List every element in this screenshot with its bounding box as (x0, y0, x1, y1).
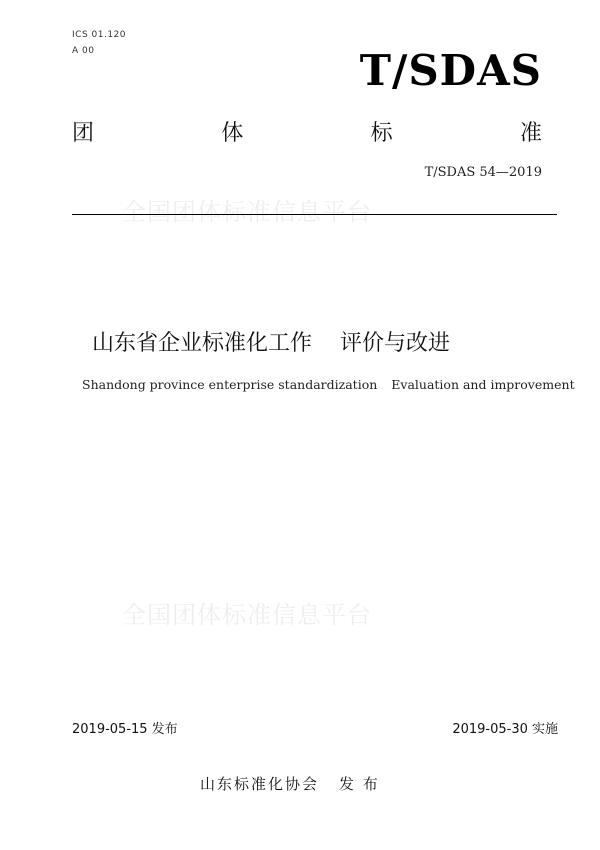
ics-code: ICS 01.120 (72, 30, 127, 40)
ccs-code: A 00 (72, 46, 95, 56)
issuer (200, 773, 380, 794)
standard-code: T/SDAS 54—2019 (424, 165, 542, 180)
title-cn-part1: 山东省企业标准化工作 (92, 331, 313, 356)
publish-date: 2019-05-15 发布 (72, 722, 178, 737)
watermark-bottom: 全国团体标准信息平台 (122, 601, 372, 629)
standard-type-char: 团 (72, 121, 95, 146)
title-en-part1: Shandong province enterprise standardization (82, 377, 378, 392)
implement-date: 2019-05-30 实施 (452, 722, 558, 737)
standard-type-char: 标 (370, 121, 393, 146)
document-title-en (82, 377, 575, 392)
issuer-name: 山东标准化协会 (200, 775, 320, 793)
title-en-part2: Evaluation and improvement (391, 377, 575, 392)
title-cn-part2: 评价与改进 (340, 331, 451, 356)
brand-logo-text: T/SDAS (359, 46, 542, 95)
standard-type-label (72, 116, 542, 147)
standard-type-char: 体 (221, 121, 244, 146)
document-title-cn (92, 326, 450, 357)
standard-type-char: 准 (519, 121, 542, 146)
issuer-action: 发 布 (339, 775, 380, 793)
watermark-top: 全国团体标准信息平台 (122, 198, 372, 226)
